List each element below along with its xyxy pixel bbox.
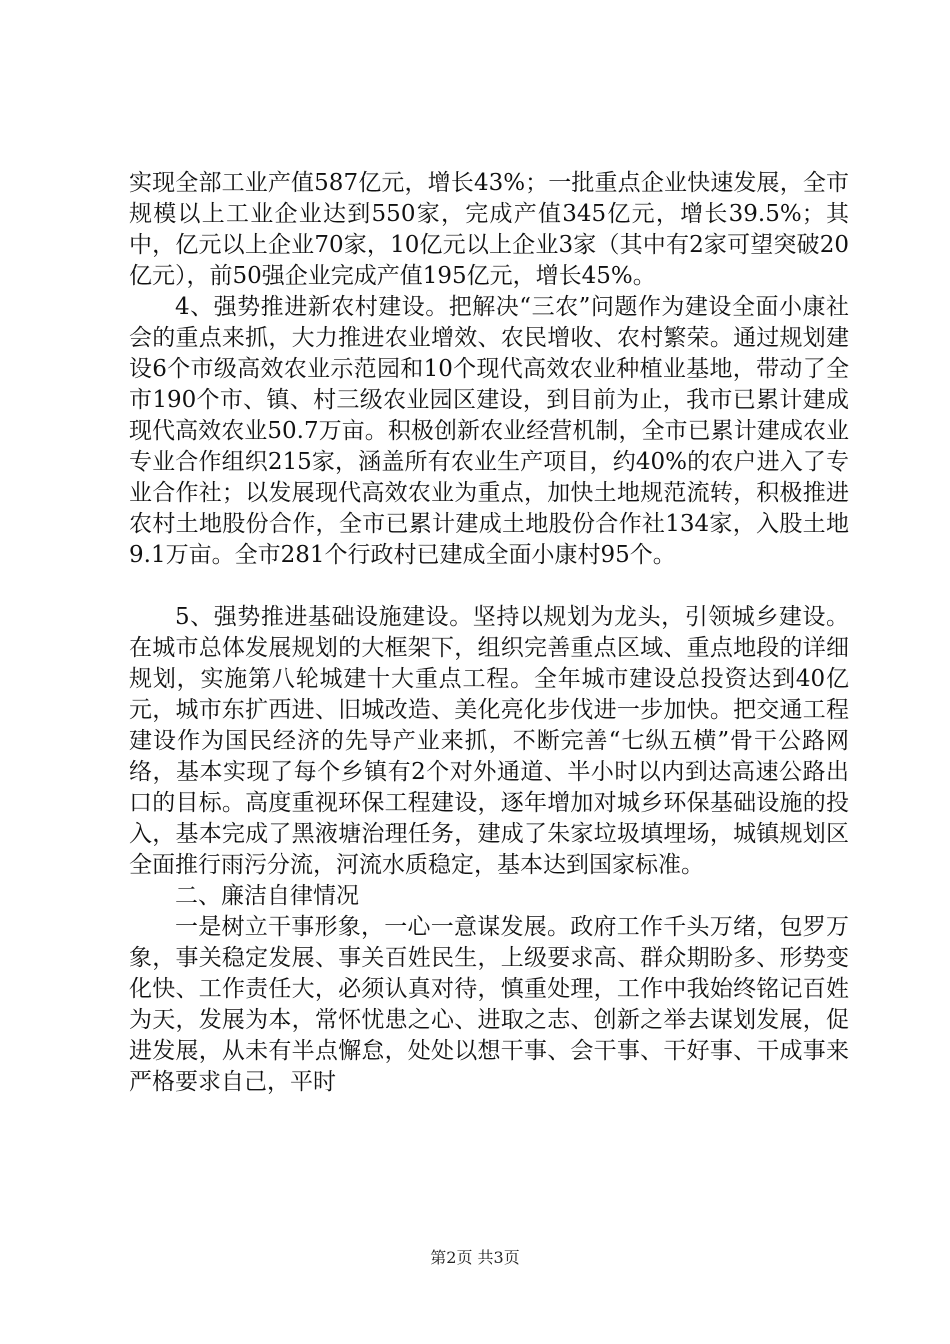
section-heading-integrity: 二、廉洁自律情况 <box>175 883 359 909</box>
paragraph-work-image: 一是树立干事形象，一心一意谋发展。政府工作千头万绪，包罗万象，事关稳定发展、事关百姓民生，上级要求高、群众期盼多、形势变化快、工作责任大，必须认真对待，慎重处理，工作中我始终铭记百姓为天，发展为本，常怀忧患之心、进取之志、创新之举去谋划发展，促进发展，从未有半点懈怠，处处以想干事、会干事、干好事、干成事来严格要求自己，平时 <box>129 914 849 1095</box>
paragraph-infrastructure: 5、强势推进基础设施建设。坚持以规划为龙头，引领城乡建设。在城市总体发展规划的大框架下，组织完善重点区域、重点地段的详细规划，实施第八轮城建十大重点工程。全年城市建设总投资达到40亿元，城市东扩西进、旧城改造、美化亮化步伐进一步加快。把交通工程建设作为国民经济的先导产业来抓，不断完善“七纵五横”骨干公路网络，基本实现了每个乡镇有2个对外通道、半小时以内到达高速公路出口的目标。高度重视环保工程建设，逐年增加对城乡环保基础设施的投入，基本完成了黑液塘治理任务，建成了朱家垃圾填埋场，城镇规划区全面推行雨污分流，河流水质稳定，基本达到国家标准。 <box>129 604 849 878</box>
paragraph-new-countryside: 4、强势推进新农村建设。把解决“三农”问题作为建设全面小康社会的重点来抓，大力推进农业增效、农民增收、农村繁荣。通过规划建设6个市级高效农业示范园和10个现代高效农业种植业基地，带动了全市190个市、镇、村三级农业园区建设，到目前为止，我市已累计建成现代高效农业50.7万亩。积极创新农业经营机制，全市已累计建成农业专业合作组织215家，涵盖所有农业生产项目，约40%的农户进入了专业合作社；以发展现代高效农业为重点，加快土地规范流转，积极推进农村土地股份合作，全市已累计建成土地股份合作社134家，入股土地9.1万亩。全市281个行政村已建成全面小康村95个。 <box>129 294 849 568</box>
paragraph-industry-output: 实现全部工业产值587亿元，增长43%；一批重点企业快速发展，全市规模以上工业企业达到550家，完成产值345亿元，增长39.5%；其中，亿元以上企业70家，10亿元以上企业3家（其中有2家可望突破20亿元），前50强企业完成产值195亿元，增长45%。 <box>129 170 849 289</box>
document-body <box>129 168 849 1098</box>
page-number-footer: 第2页 共3页 <box>430 1248 520 1267</box>
